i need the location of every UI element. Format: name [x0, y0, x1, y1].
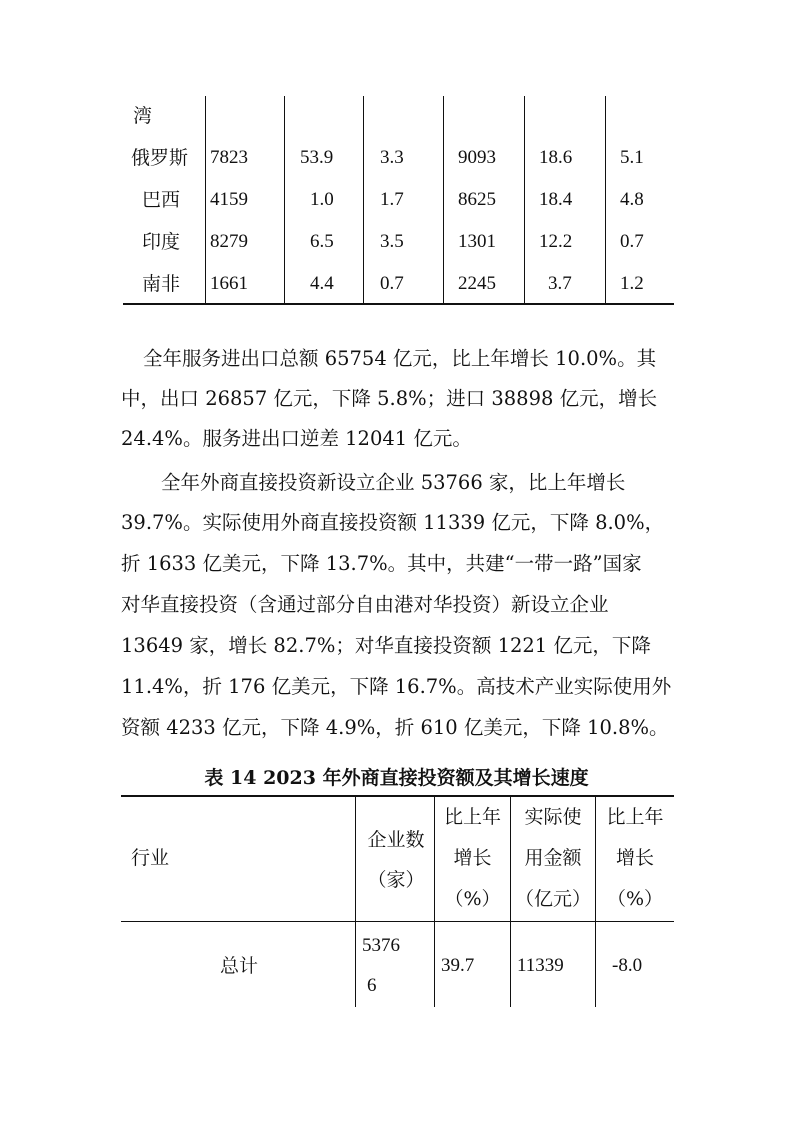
table-cell: 8279 — [210, 231, 248, 252]
table-cell: 4159 — [210, 189, 248, 210]
table-cell: 11339 — [517, 955, 564, 976]
paragraph-line: 全年服务进出口总额 65754 亿元，比上年增长 10.0%。其 — [143, 347, 657, 370]
column-divider — [524, 96, 525, 305]
header-amount-unit: （亿元） — [514, 888, 591, 910]
paragraph-line: 对华直接投资（含通过部分自由港对华投资）新设立企业 — [121, 593, 609, 616]
table-cell: 1.2 — [620, 273, 644, 294]
header-amount-line2: 用金额 — [524, 847, 582, 869]
table-cell: 18.6 — [539, 147, 573, 168]
paragraph-line: 全年外商直接投资新设立企业 53766 家，比上年增长 — [161, 471, 626, 494]
column-divider — [443, 96, 444, 305]
header-industry: 行业 — [131, 847, 170, 869]
column-divider — [284, 96, 285, 305]
table-cell: 6.5 — [310, 231, 334, 252]
table-cell: 12.2 — [539, 231, 573, 252]
header-growth1: 比上年 — [443, 806, 501, 828]
row-name: 印度 — [142, 231, 181, 253]
table-bottom-rule — [123, 303, 674, 305]
column-divider — [605, 96, 606, 305]
table-cell: 4.8 — [620, 189, 644, 210]
paragraph-line: 11.4%，折 176 亿美元，下降 16.7%。高技术产业实际使用外 — [121, 675, 672, 698]
fdi-table — [121, 795, 674, 1007]
table-cell: 8625 — [458, 189, 496, 210]
header-amount: 实际使 — [524, 806, 582, 828]
table-cell: 0.7 — [380, 273, 404, 294]
table-cell: 2245 — [458, 273, 496, 294]
table-caption: 表 14 2023 年外商直接投资额及其增长速度 — [204, 767, 589, 789]
header-firms-unit: （家） — [367, 869, 425, 891]
table-cell: 9093 — [458, 147, 496, 168]
table-top-rule — [121, 795, 674, 797]
country-trade-table — [123, 96, 674, 305]
table-cell: 18.4 — [539, 189, 573, 210]
table-cell: 1.7 — [380, 189, 404, 210]
table-cell: 5.1 — [620, 147, 644, 168]
table-cell: 4.4 — [310, 273, 334, 294]
header-growth2-line2: 增长 — [615, 847, 654, 869]
table-cell: 3.5 — [380, 231, 404, 252]
table-cell: 1.0 — [310, 189, 334, 210]
table-cell: 3.3 — [380, 147, 404, 168]
row-name: 南非 — [142, 273, 181, 295]
table-cell: 0.7 — [620, 231, 644, 252]
row-name-total: 总计 — [220, 955, 259, 977]
column-divider — [363, 96, 364, 305]
header-firms: 企业数 — [367, 829, 425, 851]
paragraph-line: 折 1633 亿美元，下降 13.7%。其中，共建“一带一路”国家 — [121, 552, 642, 575]
table-cell: -8.0 — [612, 955, 643, 976]
table-cell: 3.7 — [548, 273, 572, 294]
paragraph-line: 资额 4233 亿元，下降 4.9%，折 610 亿美元，下降 10.8%。 — [121, 716, 669, 739]
table-cell: 39.7 — [441, 955, 475, 976]
header-growth1-line2: 增长 — [453, 847, 492, 869]
row-name: 湾 — [133, 105, 153, 127]
paragraph-line: 13649 家，增长 82.7%；对华直接投资额 1221 亿元，下降 — [121, 634, 651, 657]
header-rule — [121, 921, 674, 922]
column-divider — [355, 795, 356, 1007]
row-name: 巴西 — [142, 189, 181, 211]
column-divider — [205, 96, 206, 305]
table-cell: 1301 — [458, 231, 496, 252]
header-growth2-unit: （%） — [606, 888, 664, 910]
header-growth2: 比上年 — [606, 806, 664, 828]
table-cell: 6 — [367, 975, 377, 996]
paragraph-line: 中，出口 26857 亿元，下降 5.8%；进口 38898 亿元，增长 — [121, 387, 658, 410]
table-cell: 53.9 — [300, 147, 334, 168]
header-growth1-unit: （%） — [444, 888, 501, 910]
table-cell: 1661 — [210, 273, 248, 294]
table-cell: 7823 — [210, 147, 248, 168]
paragraph-line: 39.7%。实际使用外商直接投资额 11339 亿元，下降 8.0%， — [121, 511, 665, 534]
row-name: 俄罗斯 — [131, 147, 189, 169]
paragraph-line: 24.4%。服务进出口逆差 12041 亿元。 — [121, 427, 472, 450]
table-cell: 5376 — [362, 935, 400, 956]
